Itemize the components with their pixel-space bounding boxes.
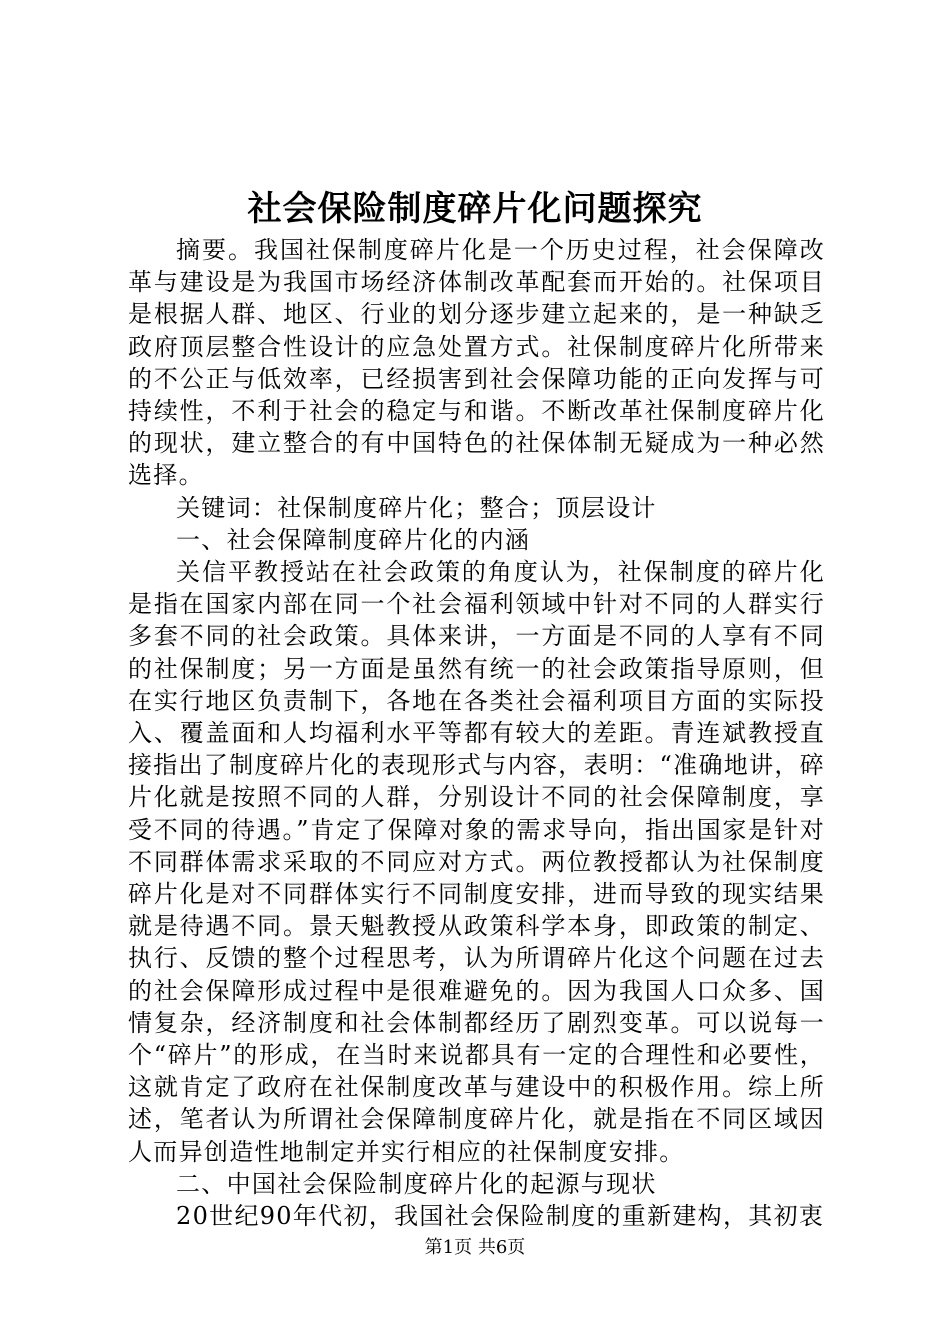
section-heading-2: 二、中国社会保险制度碎片化的起源与现状 xyxy=(176,1169,657,1198)
page-number-footer: 第1页 共6页 xyxy=(424,1237,526,1258)
document-title: 社会保险制度碎片化问题探究 xyxy=(247,189,703,229)
body-paragraph: 关信平教授站在社会政策的角度认为，社保制度的碎片化是指在国家内部在同一个社会福利领域中针对不同的人群实行多套不同的社会政策。具体来讲，一方面是不同的人享有不同的社保制度；另一方面是虽然有统一的社会政策指导原则，但在实行地区负责制下，各地在各类社会福利项目方面的实际投入、覆盖面和人均福利水平等都有较大的差距。青连斌教授直接指出了制度碎片化的表现形式与内容，表明：“准确地讲，碎片化就是按照不同的人群，分别设计不同的社会保障制度，享受不同的待遇。”肯定了保障对象的需求导向，指出国家是针对不同群体需求采取的不同应对方式。两位教授都认为社保制度碎片化是对不同群体实行不同制度安排，进而导致的现实结果就是待遇不同。景天魁教授从政策科学本身，即政策的制定、执行、反馈的整个过程思考，认为所谓碎片化这个问题在过去的社会保障形成过程中是很难避免的。因为我国人口众多、国情复杂，经济制度和社会体制都经历了剧烈变革。可以说每一个“碎片”的形成，在当时来说都具有一定的合理性和必要性，这就肯定了政府在社保制度改革与建设中的积极作用。综上所述，笔者认为所谓社会保障制度碎片化，就是指在不同区域因人而异创造性地制定并实行相应的社保制度安排。 xyxy=(128,558,825,1166)
section-heading-1: 一、社会保障制度碎片化的内涵 xyxy=(176,525,531,554)
abstract-paragraph: 摘要。我国社保制度碎片化是一个历史过程，社会保障改革与建设是为我国市场经济体制改革配套而开始的。社保项目是根据人群、地区、行业的划分逐步建立起来的，是一种缺乏政府顶层整合性设计的应急处置方式。社保制度碎片化所带来的不公正与低效率，已经损害到社会保障功能的正向发挥与可持续性，不利于社会的稳定与和谐。不断改革社保制度碎片化的现状，建立整合的有中国特色的社保体制无疑成为一种必然选择。 xyxy=(128,236,825,490)
keywords-line: 关键词：社保制度碎片化；整合；顶层设计 xyxy=(176,493,657,522)
document-body xyxy=(128,234,825,1232)
body-paragraph: 20世纪90年代初，我国社会保险制度的重新建构，其初衷 xyxy=(176,1202,825,1231)
